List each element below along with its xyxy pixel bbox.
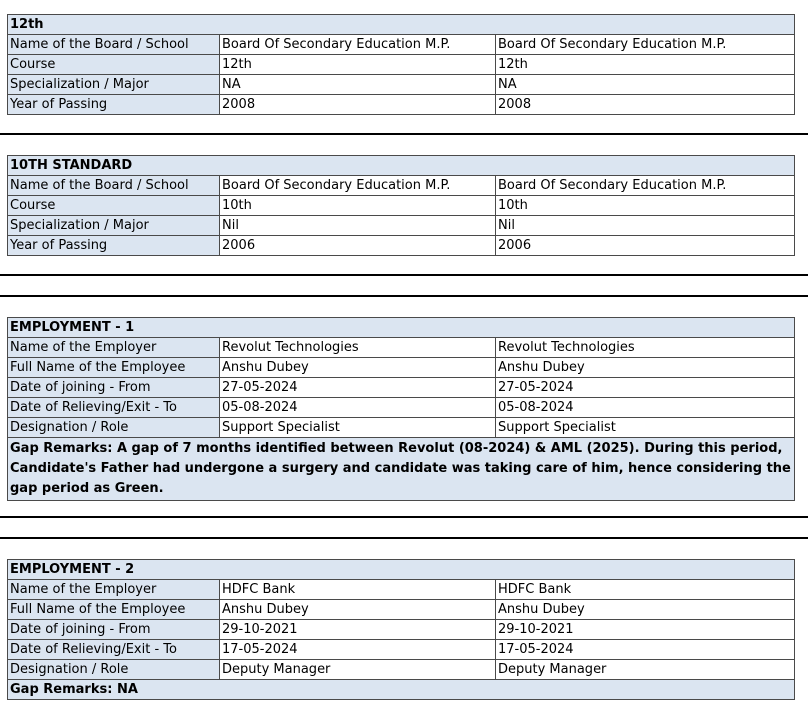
table-row xyxy=(8,600,795,620)
table-row xyxy=(8,640,795,660)
section-title: EMPLOYMENT - 2 xyxy=(8,560,795,580)
row-value-verified: 27-05-2024 xyxy=(496,378,795,398)
row-label: Year of Passing xyxy=(8,236,220,256)
table-row xyxy=(8,75,795,95)
table-row xyxy=(8,660,795,680)
row-value-verified: 2008 xyxy=(496,95,795,115)
row-value-verified: NA xyxy=(496,75,795,95)
row-value: 12th xyxy=(220,55,496,75)
table-10th xyxy=(7,155,795,256)
row-value: Support Specialist xyxy=(220,418,496,438)
row-value: Board Of Secondary Education M.P. xyxy=(220,176,496,196)
section-divider xyxy=(0,537,808,539)
row-label: Name of the Board / School xyxy=(8,35,220,55)
gap-remarks: Gap Remarks: A gap of 7 months identified between Revolut (08-2024) & AML (2025). During this period, Candidate's Father had undergone a surgery and candidate was taking care of him, hence considering the gap period as Green. xyxy=(8,438,795,501)
row-value-verified: 29-10-2021 xyxy=(496,620,795,640)
table-row xyxy=(8,236,795,256)
section-divider xyxy=(0,295,808,297)
section-10th xyxy=(7,155,794,256)
section-title: 10TH STANDARD xyxy=(8,156,795,176)
table-row xyxy=(8,358,795,378)
table-12th xyxy=(7,14,795,115)
section-divider xyxy=(0,516,808,518)
row-value: 29-10-2021 xyxy=(220,620,496,640)
section-divider xyxy=(0,274,808,276)
row-value-verified: 12th xyxy=(496,55,795,75)
section-12th xyxy=(7,14,794,115)
row-label: Date of Relieving/Exit - To xyxy=(8,398,220,418)
table-employment-1 xyxy=(7,317,795,501)
table-row xyxy=(8,338,795,358)
row-value-verified: Nil xyxy=(496,216,795,236)
row-value-verified: Board Of Secondary Education M.P. xyxy=(496,35,795,55)
row-value-verified: Deputy Manager xyxy=(496,660,795,680)
row-label: Name of the Board / School xyxy=(8,176,220,196)
gap-remarks: Gap Remarks: NA xyxy=(8,680,795,700)
row-value-verified: Board Of Secondary Education M.P. xyxy=(496,176,795,196)
row-value: Anshu Dubey xyxy=(220,600,496,620)
row-value: 10th xyxy=(220,196,496,216)
row-label: Date of Relieving/Exit - To xyxy=(8,640,220,660)
table-row xyxy=(8,196,795,216)
row-label: Name of the Employer xyxy=(8,338,220,358)
row-value-verified: Revolut Technologies xyxy=(496,338,795,358)
row-value: HDFC Bank xyxy=(220,580,496,600)
row-value-verified: 05-08-2024 xyxy=(496,398,795,418)
table-row xyxy=(8,95,795,115)
row-value-verified: Support Specialist xyxy=(496,418,795,438)
row-value-verified: 10th xyxy=(496,196,795,216)
row-label: Name of the Employer xyxy=(8,580,220,600)
table-row xyxy=(8,580,795,600)
row-value-verified: 17-05-2024 xyxy=(496,640,795,660)
table-row xyxy=(8,55,795,75)
table-row xyxy=(8,216,795,236)
row-label: Full Name of the Employee xyxy=(8,600,220,620)
row-label: Course xyxy=(8,196,220,216)
row-label: Full Name of the Employee xyxy=(8,358,220,378)
row-value: 2008 xyxy=(220,95,496,115)
row-label: Year of Passing xyxy=(8,95,220,115)
row-value: Deputy Manager xyxy=(220,660,496,680)
row-value-verified: Anshu Dubey xyxy=(496,600,795,620)
row-label: Date of joining - From xyxy=(8,378,220,398)
table-row xyxy=(8,398,795,418)
row-label: Course xyxy=(8,55,220,75)
table-row xyxy=(8,35,795,55)
row-value-verified: HDFC Bank xyxy=(496,580,795,600)
row-value: 27-05-2024 xyxy=(220,378,496,398)
row-value: 2006 xyxy=(220,236,496,256)
section-employment-2 xyxy=(7,559,794,700)
row-label: Date of joining - From xyxy=(8,620,220,640)
section-divider xyxy=(0,133,808,135)
section-title: 12th xyxy=(8,15,795,35)
row-value: NA xyxy=(220,75,496,95)
row-value: 17-05-2024 xyxy=(220,640,496,660)
section-employment-1 xyxy=(7,317,794,501)
row-label: Designation / Role xyxy=(8,660,220,680)
table-row xyxy=(8,378,795,398)
table-row xyxy=(8,176,795,196)
row-label: Designation / Role xyxy=(8,418,220,438)
row-value: Nil xyxy=(220,216,496,236)
table-employment-2 xyxy=(7,559,795,700)
row-value: 05-08-2024 xyxy=(220,398,496,418)
row-value-verified: Anshu Dubey xyxy=(496,358,795,378)
table-row xyxy=(8,418,795,438)
row-label: Specialization / Major xyxy=(8,216,220,236)
section-title: EMPLOYMENT - 1 xyxy=(8,318,795,338)
row-value: Revolut Technologies xyxy=(220,338,496,358)
row-label: Specialization / Major xyxy=(8,75,220,95)
row-value: Anshu Dubey xyxy=(220,358,496,378)
row-value-verified: 2006 xyxy=(496,236,795,256)
row-value: Board Of Secondary Education M.P. xyxy=(220,35,496,55)
table-row xyxy=(8,620,795,640)
